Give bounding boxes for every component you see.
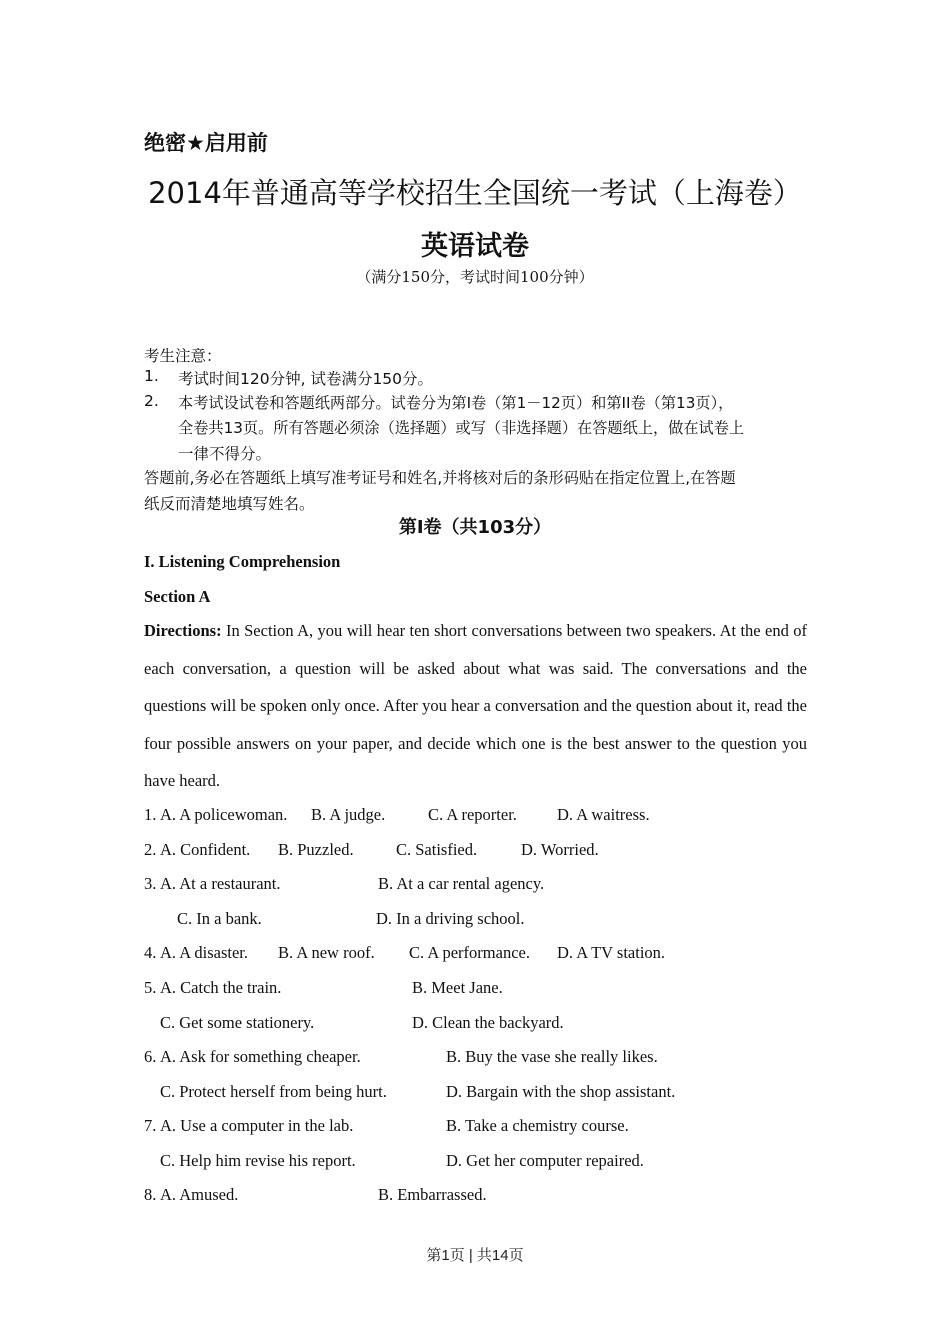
directions-paragraph <box>144 612 807 800</box>
option-c: C. A performance. <box>409 943 530 962</box>
option-c: C. Help him revise his report. <box>160 1151 356 1170</box>
option-b: B. A new roof. <box>278 943 375 962</box>
option-b: B. Embarrassed. <box>378 1185 487 1204</box>
option-a: A. A disaster. <box>160 943 249 962</box>
exam-subtitle: 英语试卷 <box>421 231 529 262</box>
question-number: 8. <box>144 1185 157 1204</box>
notice-item-number: 1. <box>144 367 159 385</box>
option-a: A. Use a computer in the lab. <box>160 1116 354 1135</box>
question-number: 3. <box>144 874 157 893</box>
option-b: B. Meet Jane. <box>412 978 503 997</box>
option-a: A. Catch the train. <box>160 978 282 997</box>
section-heading: I. Listening Comprehension <box>144 552 341 571</box>
question-number: 1. <box>144 805 157 824</box>
subsection-heading: Section A <box>144 587 211 606</box>
page-indicator: 第1页 | 共14页 <box>426 1247 524 1264</box>
option-b: B. At a car rental agency. <box>378 874 545 893</box>
notice-item-text: 全卷共13页。所有答题必须涂（选择题）或写（非选择题）在答题纸上，做在试卷上 <box>178 419 745 437</box>
notice-heading: 考生注意： <box>144 347 222 365</box>
option-c: C. Satisfied. <box>396 840 478 859</box>
notice-item-number: 2. <box>144 392 159 410</box>
notice-item-text: 本考试设试卷和答题纸两部分。试卷分为第I卷（第1－12页）和第II卷（第13页）， <box>178 394 734 412</box>
question-number: 7. <box>144 1116 157 1135</box>
option-b: B. A judge. <box>311 805 386 824</box>
option-d: D. Bargain with the shop assistant. <box>446 1082 676 1101</box>
notice-closing: 答题前,务必在答题纸上填写准考证号和姓名,并将核对后的条形码贴在指定位置上,在答题 <box>144 469 736 487</box>
notice-closing: 纸反而清楚地填写姓名。 <box>144 495 315 513</box>
question-number: 2. <box>144 840 157 859</box>
option-c: C. Get some stationery. <box>160 1013 315 1032</box>
option-b: B. Take a chemistry course. <box>446 1116 629 1135</box>
question-number: 4. <box>144 943 157 962</box>
option-b: B. Puzzled. <box>278 840 354 859</box>
option-a: A. A policewoman. <box>160 805 288 824</box>
option-d: D. A TV station. <box>557 943 666 962</box>
notice-item-text: 一律不得分。 <box>178 445 272 463</box>
option-c: C. Protect herself from being hurt. <box>160 1082 387 1101</box>
directions-label: Directions: <box>144 621 222 640</box>
question-number: 6. <box>144 1047 157 1066</box>
option-a: A. Ask for something cheaper. <box>160 1047 361 1066</box>
option-d: D. Worried. <box>521 840 599 859</box>
notice-item-text: 考试时间120分钟, 试卷满分150分。 <box>178 370 434 388</box>
option-a: A. Amused. <box>160 1185 239 1204</box>
option-c: C. In a bank. <box>177 909 262 928</box>
directions-text: In Section A, you will hear ten short conversations between two speakers. At the end of each conversation, a question will be asked about what was said. The conversations and the questions will be spoken only once. After you hear a conversation and the question about it, read the four possible answers on your paper, and decide which one is the best answer to the question you have heard. <box>144 621 807 790</box>
option-d: D. A waitress. <box>557 805 650 824</box>
part-title: 第I卷（共103分） <box>398 517 552 538</box>
option-d: D. Clean the backyard. <box>412 1013 564 1032</box>
confidential-mark: 绝密★启用前 <box>144 131 268 155</box>
option-d: D. In a driving school. <box>376 909 525 928</box>
exam-title: 2014年普通高等学校招生全国统一考试（上海卷） <box>148 176 802 210</box>
option-b: B. Buy the vase she really likes. <box>446 1047 658 1066</box>
option-a: A. At a restaurant. <box>160 874 281 893</box>
option-c: C. A reporter. <box>428 805 517 824</box>
option-a: A. Confident. <box>160 840 251 859</box>
score-note: （满分150分，考试时间100分钟） <box>356 268 594 286</box>
option-d: D. Get her computer repaired. <box>446 1151 644 1170</box>
question-number: 5. <box>144 978 157 997</box>
